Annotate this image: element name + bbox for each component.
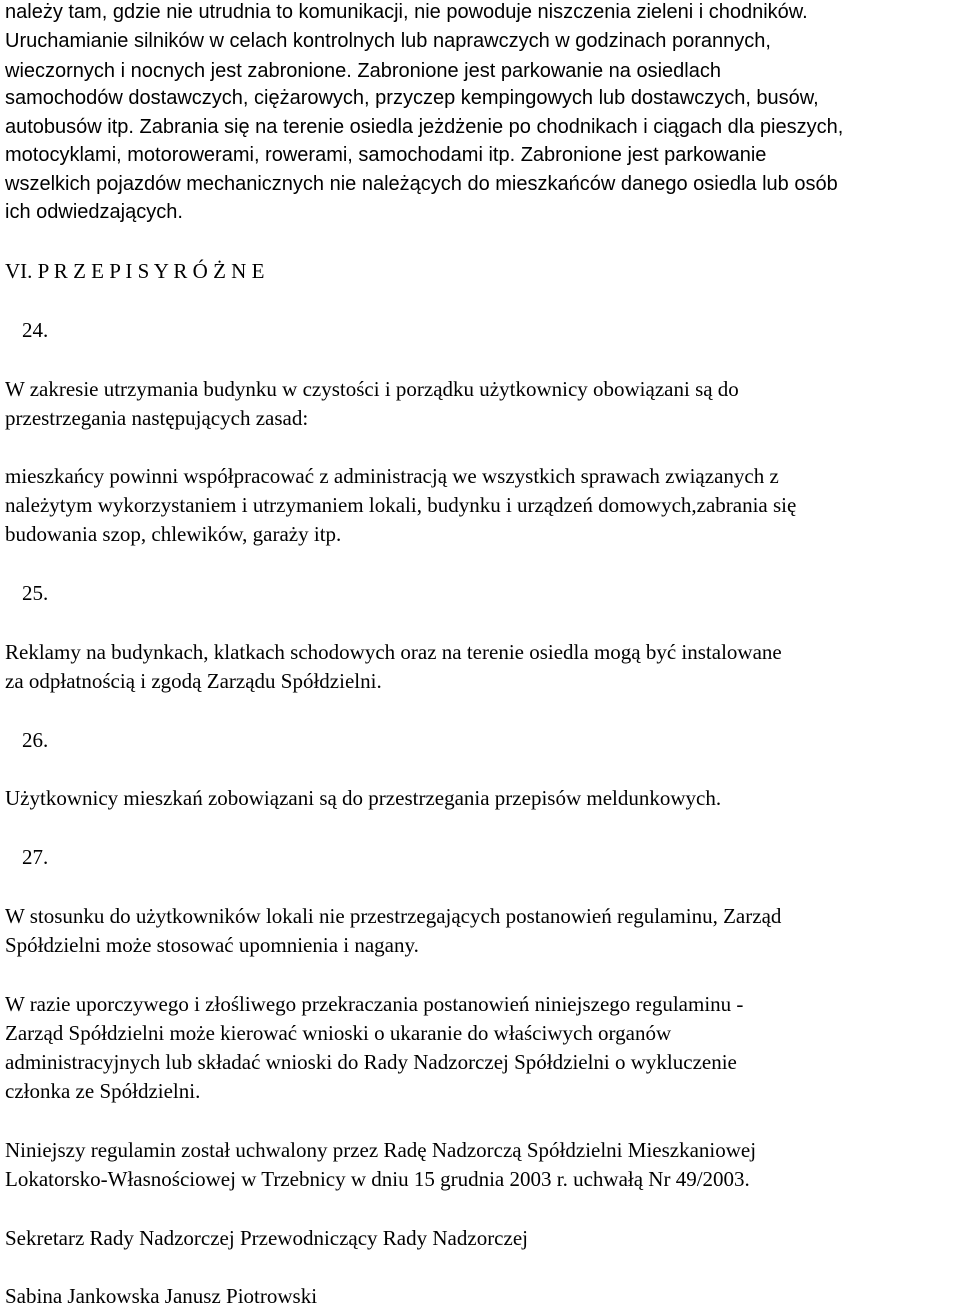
s25-p1-line-1: Reklamy na budynkach, klatkach schodowych oraz na terenie osiedla mogą być instalowane [5, 640, 782, 664]
section-26-label: 26. [22, 728, 49, 752]
s27-p2-line-2: Zarząd Spółdzielni może kierować wnioski o ukaranie do właściwych organów [5, 1021, 672, 1045]
s24-p2-line-1: mieszkańcy powinni współpracować z administracją we wszystkich sprawach związanych z [5, 464, 779, 488]
s24-p1-line-1: W zakresie utrzymania budynku w czystości i porządku użytkownicy obowiązani są do [5, 377, 739, 401]
adoption-line-2: Lokatorsko-Własnościowej w Trzebnicy w dniu 15 grudnia 2003 r. uchwałą Nr 49/2003. [5, 1167, 750, 1191]
adoption-line-1: Niniejszy regulamin został uchwalony przez Radę Nadzorczą Spółdzielni Mieszkaniowej [5, 1138, 757, 1162]
s25-p1-line-2: za odpłatnością i zgodą Zarządu Spółdzielni. [5, 669, 382, 693]
section-27-label: 27. [22, 845, 49, 869]
s24-p1-line-2: przestrzegania następujących zasad: [5, 406, 309, 430]
intro-line-7: wszelkich pojazdów mechanicznych nie należących do mieszkańców danego osiedla lub osób [5, 173, 838, 195]
section-heading: VI. P R Z E P I S Y R Ó Ż N E [5, 259, 265, 283]
intro-line-5: autobusów itp. Zabrania się na terenie osiedla jeżdżenie po chodnikach i ciągach dla pieszych, [5, 116, 844, 138]
s27-p2-line-1: W razie uporczywego i złośliwego przekraczania postanowień niniejszego regulaminu - [5, 992, 744, 1016]
s26-p1-line-1: Użytkownicy mieszkań zobowiązani są do przestrzegania przepisów meldunkowych. [5, 786, 722, 810]
section-24-label: 24. [22, 318, 49, 342]
s27-p2-line-4: członka ze Spółdzielni. [5, 1079, 201, 1103]
signature-names: Sabina Jankowska Janusz Piotrowski [5, 1284, 318, 1308]
s27-p1-line-1: W stosunku do użytkowników lokali nie przestrzegających postanowień regulaminu, Zarząd [5, 904, 782, 928]
s27-p1-line-2: Spółdzielni może stosować upomnienia i nagany. [5, 933, 419, 957]
signature-titles: Sekretarz Rady Nadzorczej Przewodniczący Rady Nadzorczej [5, 1226, 528, 1250]
s27-p2-line-3: administracyjnych lub składać wnioski do Rady Nadzorczej Spółdzielni o wykluczenie [5, 1050, 737, 1074]
intro-line-2: Uruchamianie silników w celach kontrolnych lub naprawczych w godzinach porannych, [5, 30, 771, 52]
intro-line-1: należy tam, gdzie nie utrudnia to komunikacji, nie powoduje niszczenia zieleni i chodników. [5, 1, 808, 23]
intro-line-4: samochodów dostawczych, ciężarowych, przyczep kempingowych lub dostawczych, busów, [5, 87, 819, 109]
intro-line-3: wieczornych i nocnych jest zabronione. Zabronione jest parkowanie na osiedlach [5, 60, 721, 82]
section-25-label: 25. [22, 581, 49, 605]
s24-p2-line-3: budowania szop, chlewików, garaży itp. [5, 522, 342, 546]
intro-line-8: ich odwiedzających. [5, 201, 183, 223]
s24-p2-line-2: należytym wykorzystaniem i utrzymaniem lokali, budynku i urządzeń domowych,zabrania się [5, 493, 797, 517]
intro-line-6: motocyklami, motorowerami, rowerami, samochodami itp. Zabronione jest parkowanie [5, 144, 767, 166]
